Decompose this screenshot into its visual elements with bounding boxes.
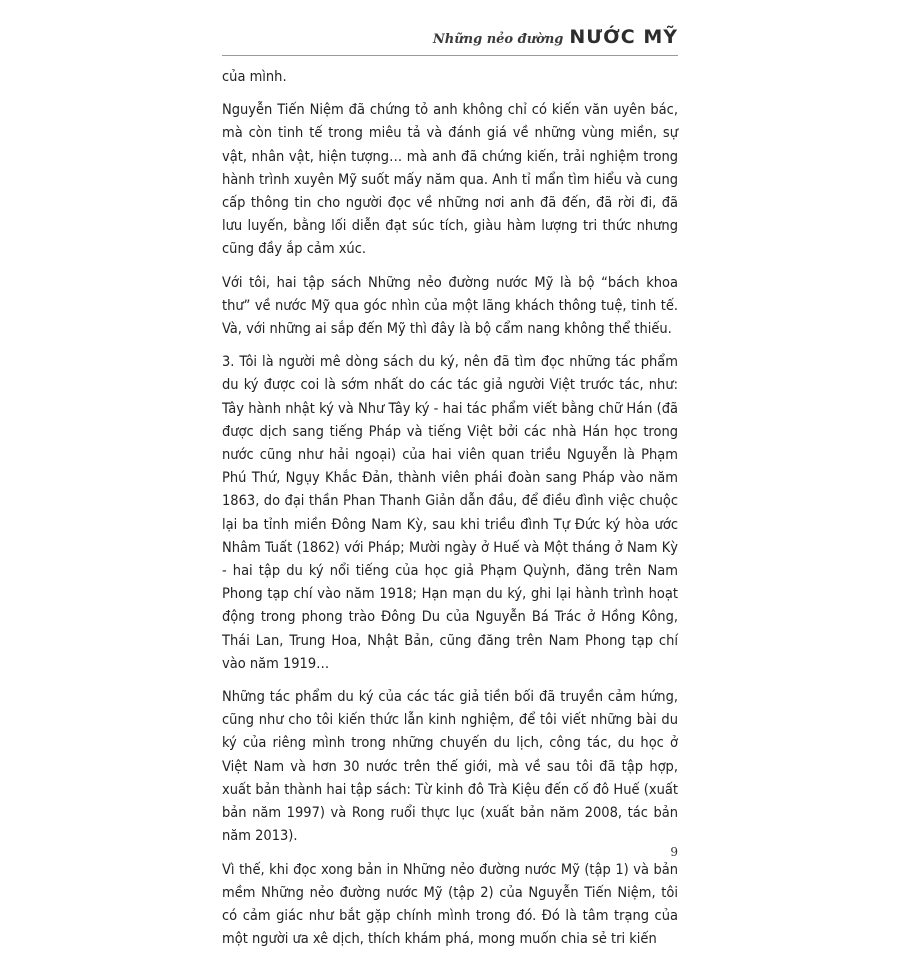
- body-text: [222, 66, 678, 961]
- paragraph: của mình.: [222, 69, 287, 85]
- page-number: 9: [670, 845, 678, 859]
- header-subtitle: Những nẻo đường: [432, 32, 564, 47]
- running-header: [433, 26, 678, 48]
- paragraph: 3. Tôi là người mê dòng sách du ký, nên đã tìm đọc những tác phẩm du ký được coi là sớm nhất do các tác giả người Việt trước tác, như: Tây hành nhật ký và Như Tây ký - hai tác phẩm viết bằng chữ Hán (đã được dịch sang tiếng Pháp và tiếng Việt bởi các nhà Hán học trong nước cũng như hải ngoại) của hai viên quan triều Nguyễn là Phạm Phú Thứ, Ngụy Khắc Đản, thành viên phái đoàn sang Pháp vào năm 1863, do đại thần Phan Thanh Giản dẫn đầu, để điều đình việc chuộc lại ba tỉnh miền Đông Nam Kỳ, sau khi triều đình Tự Đức ký hòa ước Nhâm Tuất (1862) với Pháp; Mười ngày ở Huế và Một tháng ở Nam Kỳ - hai tập du ký nổi tiếng của học giả Phạm Quỳnh, đăng trên Nam Phong tạp chí vào năm 1918; Hạn mạn du ký, ghi lại hành trình hoạt động trong phong trào Đông Du của Nguyễn Bá Trác ở Hồng Kông, Thái Lan, Trung Hoa, Nhật Bản, cũng đăng trên Nam Phong tạp chí vào năm 1919…: [222, 354, 678, 672]
- paragraph: Với tôi, hai tập sách Những nẻo đường nước Mỹ là bộ “bách khoa thư” về nước Mỹ qua góc nhìn của một lãng khách thông tuệ, tinh tế. Và, với những ai sắp đến Mỹ thì đây là bộ cẩm nang không thể thiếu.: [222, 274, 678, 338]
- header-title: NƯỚC MỸ: [569, 26, 678, 48]
- paragraph: Những tác phẩm du ký của các tác giả tiền bối đã truyền cảm hứng, cũng như cho tôi kiến thức lẫn kinh nghiệm, để tôi viết những bài du ký của riêng mình trong những chuyến du lịch, công tác, du học ở Việt Nam và hơn 30 nước trên thế giới, mà về sau tôi đã tập hợp, xuất bản thành hai tập sách: Từ kinh đô Trà Kiệu đến cố đô Huế (xuất bản năm 1997) và Rong ruổi thực lục (xuất bản năm 2008, tác bản năm 2013).: [222, 689, 678, 845]
- paragraph: Nguyễn Tiến Niệm đã chứng tỏ anh không chỉ có kiến văn uyên bác, mà còn tinh tế trong miêu tả và đánh giá về những vùng miền, sự vật, nhân vật, hiện tượng… mà anh đã chứng kiến, trải nghiệm trong hành trình xuyên Mỹ suốt mấy năm qua. Anh tỉ mẩn tìm hiểu và cung cấp thông tin cho người đọc về những nơi anh đã đến, đã rời đi, đã lưu luyến, bằng lối diễn đạt súc tích, giàu hàm lượng tri thức nhưng cũng đầy ắp cảm xúc.: [222, 102, 678, 258]
- header-divider: [222, 55, 678, 56]
- paragraph: Vì thế, khi đọc xong bản in Những nẻo đường nước Mỹ (tập 1) và bản mềm Những nẻo đường nước Mỹ (tập 2) của Nguyễn Tiến Niệm, tôi có cảm giác như bắt gặp chính mình trong đó. Đó là tâm trạng của một người ưa xê dịch, thích khám phá, mong muốn chia sẻ tri kiến: [222, 861, 678, 948]
